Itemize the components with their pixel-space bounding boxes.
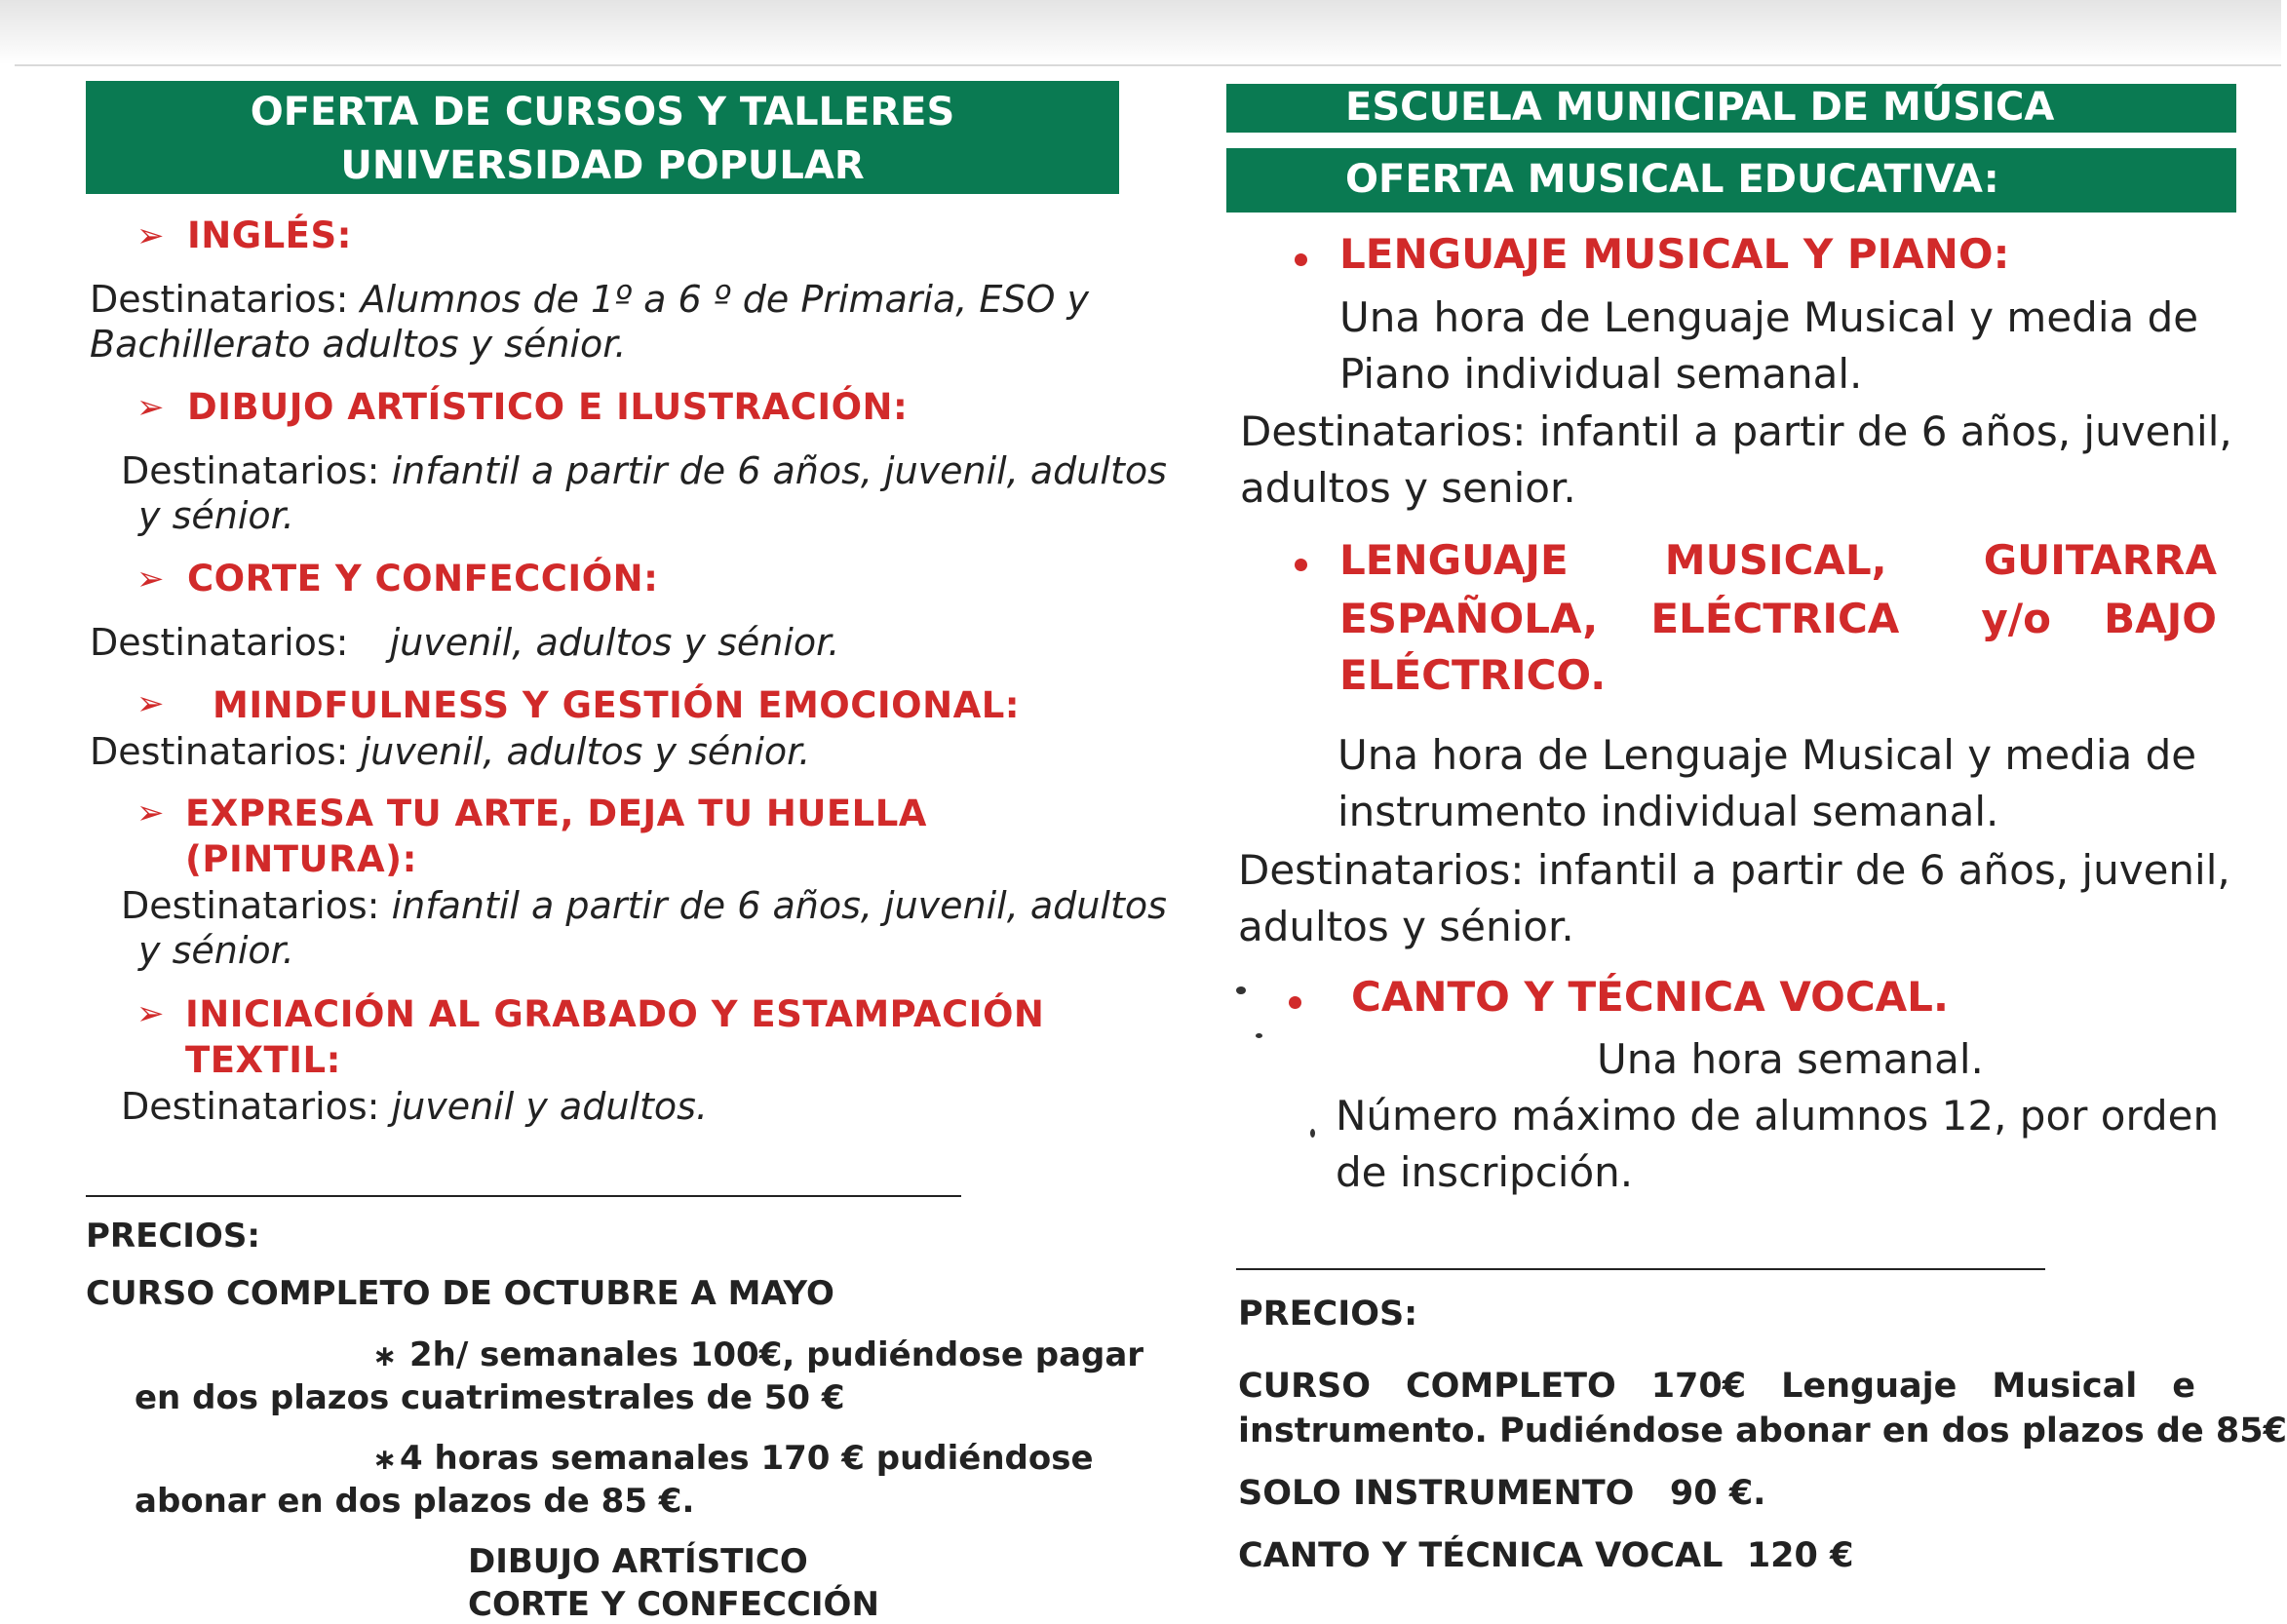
- dest-value-line1: infantil a partir de 6 años, juvenil, adultos: [391, 884, 1167, 927]
- arrow-bullet-icon: ➢: [136, 994, 165, 1033]
- program-desc-line1: Una hora semanal.: [1597, 1035, 1984, 1083]
- left-header-line1: OFERTA DE CURSOS Y TALLERES: [250, 90, 955, 135]
- program-desc-guitarra: [1337, 727, 2196, 840]
- scan-speck: [1310, 1129, 1315, 1138]
- title-word: LENGUAJE: [1339, 536, 1569, 584]
- dest-label: Destinatarios:: [90, 278, 349, 321]
- arrow-bullet-icon: ➢: [136, 793, 165, 832]
- course-title-mindfulness: MINDFULNESS Y GESTIÓN EMOCIONAL:: [213, 684, 1021, 726]
- right-price-line1: [1238, 1367, 2195, 1406]
- dest-label: Destinatarios:: [90, 730, 349, 773]
- course-title-grabado-line2: TEXTIL:: [185, 1039, 341, 1081]
- left-price-note-line1: DIBUJO ARTÍSTICO: [468, 1542, 808, 1581]
- left-price-note-line2-clip: [468, 1585, 955, 1624]
- dest-value-line1: juvenil y adultos.: [391, 1085, 709, 1128]
- course-title-pintura-line1: EXPRESA TU ARTE, DEJA TU HUELLA: [185, 793, 927, 834]
- program-desc-line1: Una hora de Lenguaje Musical y media de: [1337, 731, 2197, 779]
- program-title-guitarra-row2: [1339, 595, 2217, 642]
- dest-label: Destinatarios:: [121, 884, 380, 927]
- program-desc-line2: instrumento individual semanal.: [1337, 788, 1999, 835]
- arrow-bullet-icon: ➢: [136, 216, 165, 255]
- course-dest-corte: [90, 620, 839, 665]
- left-price-option1-line2: en dos plazos cuatrimestrales de 50 €: [135, 1378, 845, 1417]
- left-price-option1-line1: 2h/ semanales 100€, pudiéndose pagar: [409, 1335, 1144, 1374]
- dest-value-line2: y sénior.: [138, 494, 294, 537]
- arrow-bullet-icon: ➢: [136, 684, 165, 723]
- dest-label: Destinatarios:: [121, 1085, 380, 1128]
- scan-top-line: [15, 64, 2281, 66]
- right-header-banner-2: [1226, 148, 2236, 213]
- title-word: BAJO: [2104, 595, 2217, 642]
- program-desc-line2: Piano individual semanal.: [1339, 350, 1863, 398]
- program-desc-canto: [1336, 1031, 2219, 1201]
- dest-label: Destinatarios:: [90, 621, 349, 664]
- title-word: GUITARRA: [1983, 536, 2217, 584]
- scan-top-edge: [0, 0, 2281, 64]
- right-price-line3: SOLO INSTRUMENTO 90 €.: [1238, 1474, 1766, 1513]
- bullet-icon: [1295, 559, 1307, 571]
- program-dest-guitarra: [1238, 842, 2230, 955]
- course-title-pintura-line2: (PINTURA):: [185, 838, 417, 880]
- course-title-dibujo: DIBUJO ARTÍSTICO E ILUSTRACIÓN:: [187, 386, 909, 428]
- price-word: COMPLETO: [1405, 1367, 1616, 1406]
- course-dest-dibujo: [121, 448, 1167, 538]
- price-word: 170€: [1650, 1367, 1747, 1406]
- dest-value-line1: juvenil, adultos y sénior.: [360, 730, 811, 773]
- program-dest-line2: adultos y senior.: [1240, 464, 1576, 512]
- program-dest-line1: Destinatarios: infantil a partir de 6 años, juvenil,: [1238, 846, 2230, 894]
- price-word: e: [2172, 1367, 2195, 1406]
- course-title-corte: CORTE Y CONFECCIÓN:: [187, 558, 659, 599]
- left-price-note-line2: CORTE Y CONFECCIÓN: [468, 1585, 879, 1624]
- title-word: ELÉCTRICA: [1650, 595, 1900, 642]
- right-header-line1: ESCUELA MUNICIPAL DE MÚSICA: [1345, 85, 2055, 130]
- title-word: y/o: [1981, 595, 2051, 642]
- price-word: Musical: [1992, 1367, 2138, 1406]
- course-dest-mindfulness: [90, 729, 810, 774]
- program-desc-line1: Una hora de Lenguaje Musical y media de: [1339, 293, 2199, 341]
- left-prices-subheading: CURSO COMPLETO DE OCTUBRE A MAYO: [86, 1274, 834, 1313]
- program-title-canto: CANTO Y TÉCNICA VOCAL.: [1351, 973, 1949, 1021]
- program-dest-piano: [1240, 404, 2232, 517]
- dest-label: Destinatarios:: [121, 449, 380, 492]
- program-dest-line2: adultos y sénior.: [1238, 903, 1574, 950]
- program-desc-line2: Número máximo de alumnos 12, por orden: [1336, 1092, 2220, 1140]
- dest-value-line1: infantil a partir de 6 años, juvenil, adultos: [391, 449, 1167, 492]
- left-divider: [86, 1195, 961, 1197]
- program-title-guitarra-row3: ELÉCTRICO.: [1339, 651, 1607, 699]
- course-title-ingles: INGLÉS:: [187, 214, 352, 256]
- price-word: Lenguaje: [1781, 1367, 1958, 1406]
- course-dest-pintura: [121, 883, 1167, 973]
- left-header-line2: UNIVERSIDAD POPULAR: [340, 143, 865, 188]
- left-prices-heading: PRECIOS:: [86, 1217, 260, 1256]
- dest-value-line2: y sénior.: [138, 929, 294, 972]
- arrow-bullet-icon: ➢: [136, 560, 165, 599]
- left-price-option2-line2: abonar en dos plazos de 85 €.: [135, 1482, 695, 1521]
- right-prices-heading: PRECIOS:: [1238, 1295, 1418, 1334]
- right-divider: [1236, 1268, 2045, 1270]
- dest-value-line1: Alumnos de 1º a 6 º de Primaria, ESO y: [360, 278, 1089, 321]
- price-word: CURSO: [1238, 1367, 1372, 1406]
- title-word: ESPAÑOLA,: [1339, 595, 1599, 642]
- course-title-grabado-line1: INICIACIÓN AL GRABADO Y ESTAMPACIÓN: [185, 993, 1045, 1035]
- course-dest-grabado: [121, 1084, 708, 1129]
- program-title-guitarra-row1: [1339, 536, 2217, 584]
- right-header-line2: OFERTA MUSICAL EDUCATIVA:: [1345, 157, 1999, 202]
- star-bullet-icon: ∗: [372, 1339, 398, 1373]
- program-desc-line3: de inscripción.: [1336, 1148, 1634, 1196]
- star-bullet-icon: ∗: [372, 1443, 398, 1477]
- arrow-bullet-icon: ➢: [136, 388, 165, 427]
- bullet-icon: [1289, 996, 1301, 1009]
- program-title-piano: LENGUAJE MUSICAL Y PIANO:: [1339, 230, 2010, 278]
- program-dest-line1: Destinatarios: infantil a partir de 6 años, juvenil,: [1240, 407, 2232, 455]
- title-word: MUSICAL,: [1664, 536, 1887, 584]
- scan-speck: [1256, 1033, 1262, 1038]
- left-price-option2-line1: 4 horas semanales 170 € pudiéndose: [400, 1439, 1094, 1478]
- right-price-line4: CANTO Y TÉCNICA VOCAL 120 €: [1238, 1536, 1854, 1575]
- left-header-banner: [86, 81, 1119, 194]
- course-dest-ingles: [90, 277, 1089, 367]
- dest-value-line1: juvenil, adultos y sénior.: [389, 621, 840, 664]
- program-desc-piano: [1339, 290, 2198, 403]
- right-header-banner-1: [1226, 84, 2236, 133]
- right-price-line2: instrumento. Pudiéndose abonar en dos plazos de 85€: [1238, 1411, 2287, 1450]
- dest-value-line2: Bachillerato adultos y sénior.: [90, 323, 627, 366]
- bullet-icon: [1295, 253, 1307, 266]
- scan-speck: [1236, 986, 1246, 994]
